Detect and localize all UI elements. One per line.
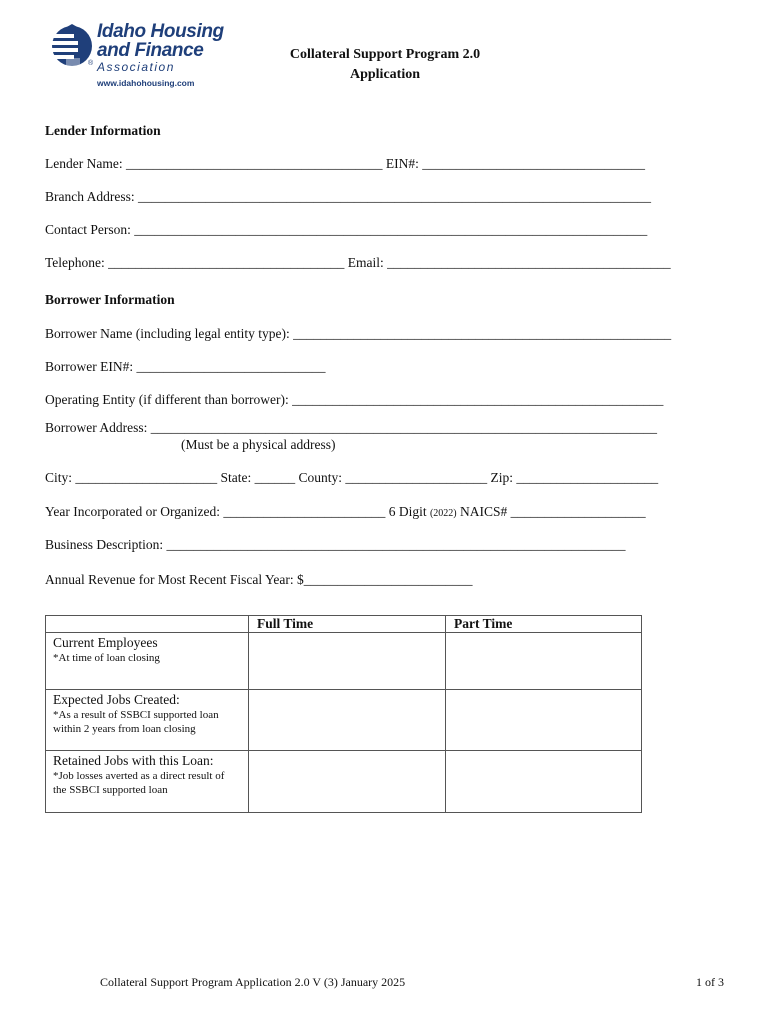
logo-line3: Association: [97, 60, 175, 74]
form-subtitle: Application: [349, 67, 420, 82]
annual-revenue-line[interactable]: Annual Revenue for Most Recent Fiscal Year: $_________________________: [45, 572, 473, 587]
year-prefix: Year Incorporated or Organized: ________________________ 6 Digit: [45, 504, 430, 519]
footer-version: Collateral Support Program Application 2.0 V (3) January 2025: [100, 975, 406, 989]
branch-address-line[interactable]: Branch Address: ____________________________________________________________________________: [45, 189, 651, 204]
lender-name-line[interactable]: Lender Name: ______________________________________ EIN#: _________________________________: [45, 156, 645, 171]
logo-line1: Idaho Housing: [97, 21, 224, 42]
logo-registered-mark: ®: [88, 60, 94, 67]
table-header-full-time: Full Time: [249, 616, 446, 633]
table-row: [46, 633, 642, 690]
naics-suffix: NAICS# ____________________: [456, 504, 646, 519]
lender-heading: Lender Information: [45, 123, 161, 138]
borrower-name-line[interactable]: Borrower Name (including legal entity type): ________________________________________________________: [45, 326, 672, 341]
row-label-retained: [46, 751, 249, 813]
retained-full-time-cell[interactable]: [249, 751, 446, 813]
table-row: [46, 751, 642, 813]
table-header-row: [46, 616, 642, 633]
logo-line2: and Finance: [97, 40, 204, 61]
table-row: [46, 690, 642, 751]
address-note: (Must be a physical address): [181, 437, 336, 452]
year-naics-line[interactable]: [45, 504, 646, 520]
expected-jobs-label: Expected Jobs Created:: [53, 692, 180, 707]
retained-jobs-label: Retained Jobs with this Loan:: [53, 753, 214, 768]
city-state-zip-line[interactable]: City: _____________________ State: ______ County: _____________________ Zip: _____________________: [45, 470, 659, 485]
expected-jobs-note: *As a result of SSBCI supported loan within 2 years from loan closing: [53, 709, 219, 735]
contact-person-line[interactable]: Contact Person: ____________________________________________________________________________: [45, 222, 648, 237]
table-header-blank: [46, 616, 249, 633]
table-header-part-time: Part Time: [446, 616, 642, 633]
expected-full-time-cell[interactable]: [249, 690, 446, 751]
page-number: 1 of 3: [696, 975, 724, 989]
retained-part-time-cell[interactable]: [446, 751, 642, 813]
current-employees-label: Current Employees: [53, 635, 158, 650]
expected-part-time-cell[interactable]: [446, 690, 642, 751]
naics-year: (2022): [429, 508, 457, 519]
operating-entity-line[interactable]: Operating Entity (if different than borrower): _______________________________________________________: [45, 392, 664, 407]
current-employees-note: *At time of loan closing: [53, 652, 160, 664]
current-part-time-cell[interactable]: [446, 633, 642, 690]
telephone-email-line[interactable]: Telephone: ___________________________________ Email: __________________________________________: [45, 255, 671, 270]
borrower-heading: Borrower Information: [45, 292, 175, 307]
ihfa-logo: [50, 20, 250, 92]
employment-table: [45, 615, 642, 813]
logo-url: www.idahohousing.com: [97, 78, 195, 88]
borrower-ein-line[interactable]: Borrower EIN#: ____________________________: [45, 359, 326, 374]
business-description-line[interactable]: Business Description: ____________________________________________________________________: [45, 537, 626, 552]
form-title: Collateral Support Program 2.0: [289, 47, 481, 62]
row-label-current: [46, 633, 249, 690]
current-full-time-cell[interactable]: [249, 633, 446, 690]
row-label-expected: [46, 690, 249, 751]
borrower-address-line[interactable]: Borrower Address: ___________________________________________________________________________: [45, 420, 657, 435]
retained-jobs-note: *Job losses averted as a direct result of the SSBCI supported loan: [53, 770, 225, 796]
